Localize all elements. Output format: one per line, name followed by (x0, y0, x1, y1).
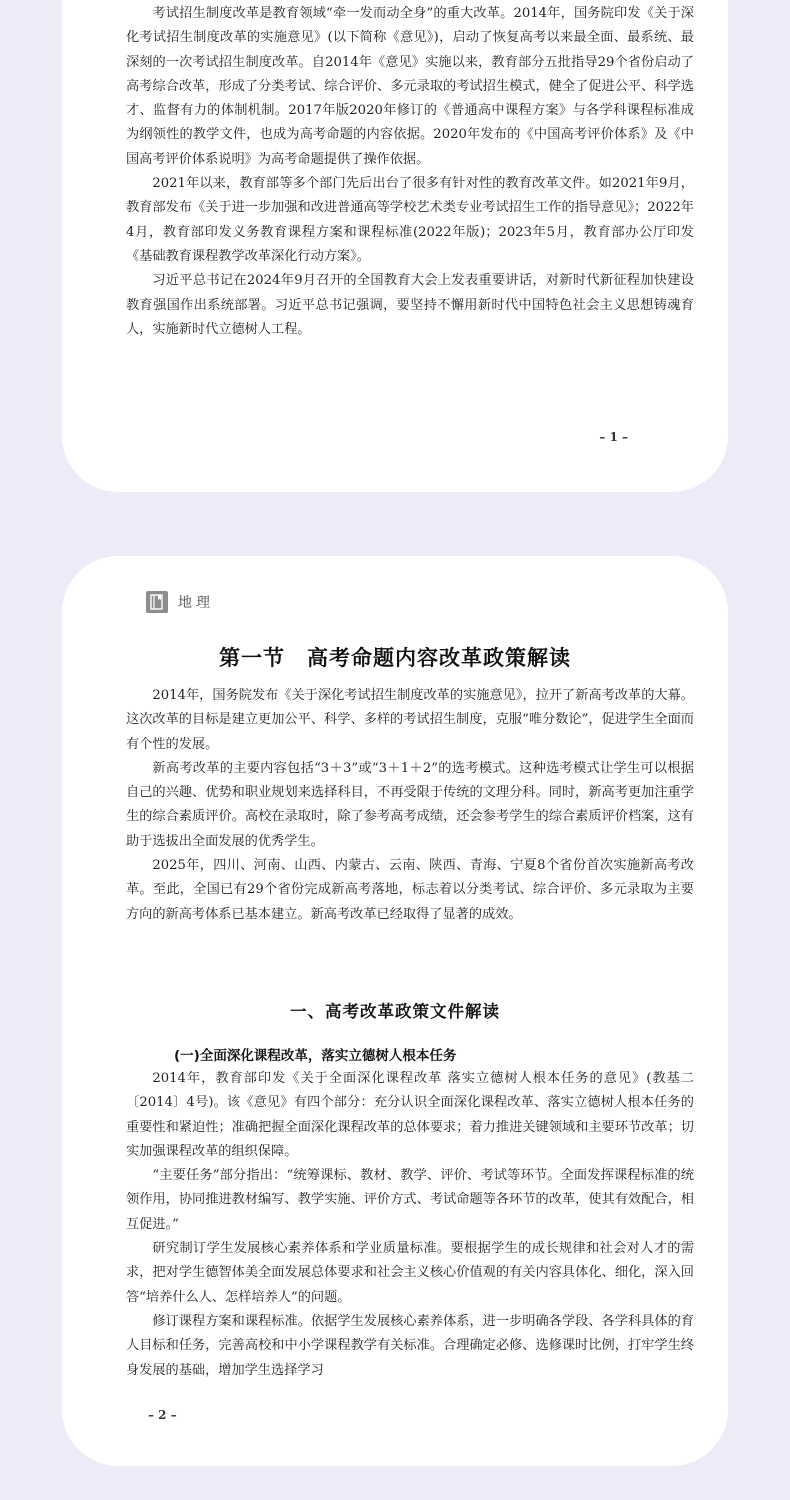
heading-level-2: 一、高考改革政策文件解读 (290, 1002, 500, 1021)
book-icon (146, 591, 168, 613)
paragraph: 研究制订学生发展核心素养体系和学业质量标准。要根据学生的成长规律和社会对人才的需求，把对学生德智体美全面发展总体要求和社会主义核心价值观的有关内容具体化、细化，深入回答“培养什么人、怎样培养人”的问题。 (126, 1241, 694, 1305)
heading-level-3: (一)全面深化课程改革，落实立德树人根本任务 (174, 1048, 457, 1064)
paragraph: 2021年以来，教育部等多个部门先后出台了很多有针对性的教育改革文件。如2021年9月，教育部发布《关于进一步加强和改进普通高等学校艺术类专业考试招生工作的指导意见》；2022年4月，教育部印发义务教育课程方案和课程标准(2022年版)；2023年5月，教育部办公厅印发《基础教育课程教学改革深化行动方案》。 (126, 176, 694, 264)
section-title: 第一节 高考命题内容改革政策解读 (219, 646, 571, 670)
paragraph: “主要任务”部分指出：“统筹课标、教材、教学、评价、考试等环节。全面发挥课程标准的统领作用，协同推进教材编写、教学实施、评价方式、考试命题等各环节的改革，使其有效配合，相互促进。” (126, 1168, 694, 1232)
paragraph: 新高考改革的主要内容包括“3＋3”或“3＋1＋2”的选考模式。这种选考模式让学生可以根据自己的兴趣、优势和职业规划来选择科目，不再受限于传统的文理分科。同时，新高考更加注重学生的综合素质评价。高校在录取时，除了参考高考成绩，还会参考学生的综合素质评价档案，这有助于选拔出全面发展的优秀学生。 (126, 760, 694, 849)
page-2 (62, 556, 728, 1466)
page-number: – 1 – (599, 430, 628, 444)
paragraph: 2025年，四川、河南、山西、内蒙古、云南、陕西、青海、宁夏8个省份首次实施新高考改革。至此，全国已有29个省份完成新高考落地，标志着以分类考试、综合评价、多元录取为主要方向的新高考体系已基本建立。新高考改革已经取得了显著的成效。 (126, 858, 694, 922)
subject-tag (146, 591, 214, 613)
paragraph: 考试招生制度改革是教育领域“牵一发而动全身”的重大改革。2014年，国务院印发《关于深化考试招生制度改革的实施意见》(以下简称《意见》)，启动了恢复高考以来最全面、最系统、最深刻的一次考试招生制度改革。自2014年《意见》实施以来，教育部分五批指导29个省份启动了高考综合改革，形成了分类考试、综合评价、多元录取的考试招生模式，健全了促进公平、科学选才、监督有力的体制机制。2017年版2020年修订的《普通高中课程方案》与各学科课程标准成为纲领性的教学文件，也成为高考命题的内容依据。2020年发布的《中国高考评价体系》及《中国高考评价体系说明》为高考命题提供了操作依据。 (126, 6, 694, 167)
page-1 (62, 0, 728, 492)
paragraph: 2014年，教育部印发《关于全面深化课程改革 落实立德树人根本任务的意见》(教基二〔2014〕4号)。该《意见》有四个部分：充分认识全面深化课程改革、落实立德树人根本任务的重要性和紧迫性；准确把握全面深化课程改革的总体要求；着力推进关键领域和主要环节改革；切实加强课程改革的组织保障。 (126, 1071, 694, 1159)
paragraph: 习近平总书记在2024年9月召开的全国教育大会上发表重要讲话，对新时代新征程加快建设教育强国作出系统部署。习近平总书记强调，要坚持不懈用新时代中国特色社会主义思想铸魂育人，实施新时代立德树人工程。 (126, 273, 694, 337)
page-1-body (126, 2, 694, 342)
paragraph: 修订课程方案和课程标准。依据学生发展核心素养体系，进一步明确各学段、各学科具体的育人目标和任务，完善高校和中小学课程教学有关标准。合理确定必修、选修课时比例，打牢学生终身发展的基础，增加学生选择学习 (126, 1313, 694, 1378)
intro-body (126, 684, 694, 927)
page-number: – 2 – (148, 1408, 177, 1422)
section-body (126, 1067, 694, 1383)
paragraph: 2014年，国务院发布《关于深化考试招生制度改革的实施意见》，拉开了新高考改革的大幕。这次改革的目标是建立更加公平、科学、多样的考试招生制度，克服“唯分数论”，促进学生全面而有个性的发展。 (126, 688, 694, 752)
subject-label: 地理 (178, 595, 214, 611)
